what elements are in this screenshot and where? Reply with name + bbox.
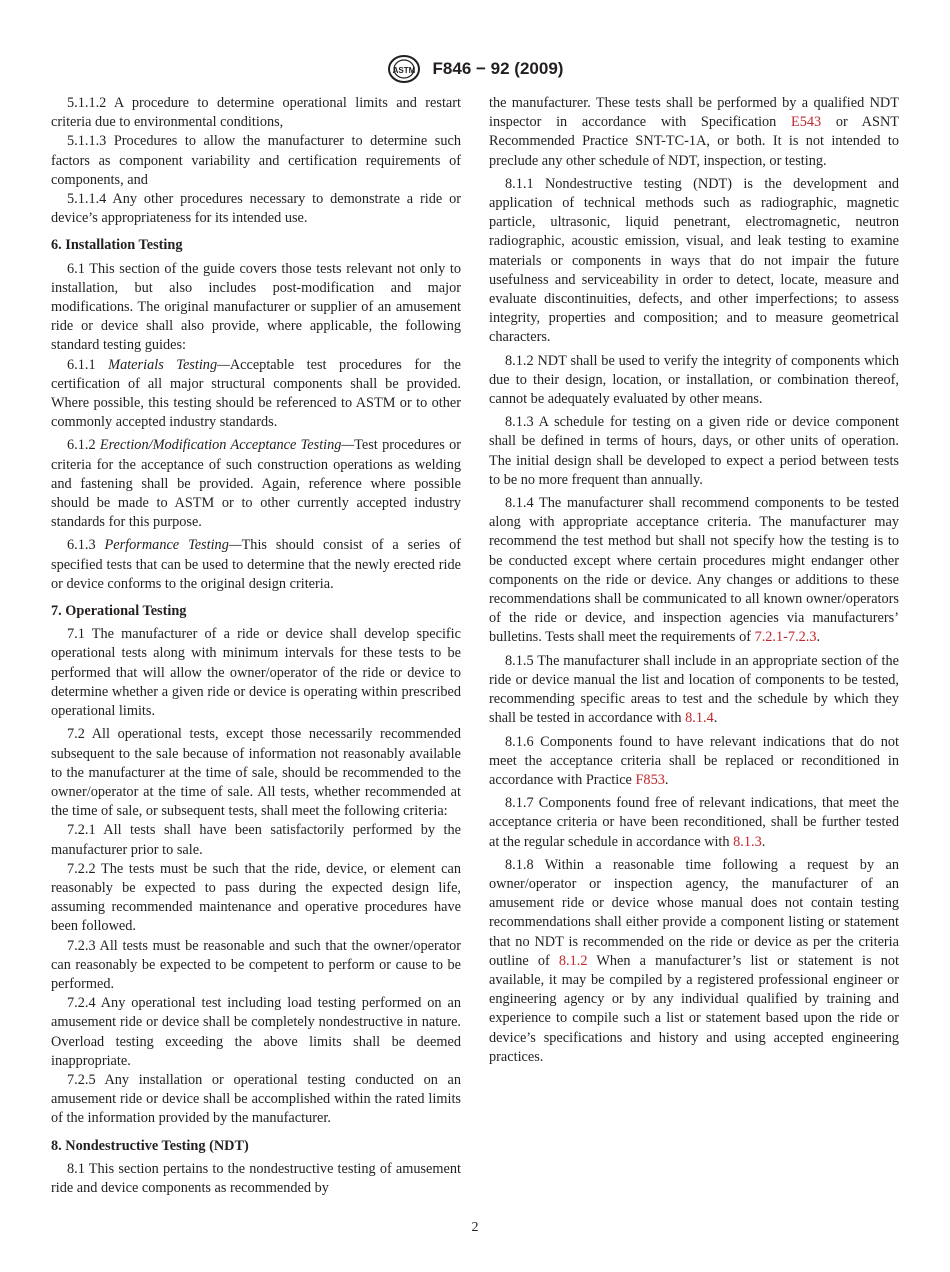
section-heading-7: 7. Operational Testing: [51, 603, 187, 620]
paragraph-8-1: 8.1 This section pertains to the nondestructive testing of amusement ride and device components as recommended by: [51, 1160, 461, 1196]
section-heading-6: 6. Installation Testing: [51, 237, 183, 254]
paragraph-8-1-6: 8.1.6 Components found to have relevant indications that do not meet the acceptance criteria shall be replaced or reconditioned in accordance with Practice F853.: [489, 733, 899, 788]
paragraph-6-1-2: 6.1.2 Erection/Modification Acceptance Testing—Test procedures or criteria for the acceptance of such construction operations as welding and fastening shall be provided. Again, reference where possible should be made to ASTM or to other currently accepted industry standards for this purpose.: [51, 437, 461, 531]
page-number: 2: [471, 1220, 479, 1235]
paragraph-8-1-4: 8.1.4 The manufacturer shall recommend components to be tested along with appropriate acceptance criteria. The manufacturer may recommend the test method but shall not specify how the testing is to be conducted except where certain procedures might endanger other components on the ride or device. Any changes or additions to these recommendations shall be communicated to all known owner/operators of the ride or device, and inspection agencies via manufacturers’ bulletins. Tests shall meet the requirements of 7.2.1-7.2.3.: [489, 495, 899, 646]
reference-link-8-1-3[interactable]: 8.1.3: [733, 833, 762, 850]
reference-link-8-1-4[interactable]: 8.1.4: [685, 710, 714, 727]
paragraph-8-1-5: 8.1.5 The manufacturer shall include in an appropriate section of the ride or device manual the list and location of components to be tested, recommending specific areas to test and the schedule by which they shall be tested in accordance with 8.1.4.: [489, 652, 899, 727]
paragraph-7-2-5: 7.2.5 Any installation or operational testing conducted on an amusement ride or device shall be accomplished within the rated limits of the information provided by the manufacturer.: [51, 1071, 461, 1127]
right-column: [489, 94, 899, 1067]
paragraph-7-2-3: 7.2.3 All tests must be reasonable and such that the owner/operator can reasonably be expected to be competent to perform or cause to be performed.: [51, 937, 461, 992]
paragraph-8-1-1: 8.1.1 Nondestructive testing (NDT) is the development and application of technical methods such as radiographic, magnetic particle, ultrasonic, liquid penetrant, electromagnetic, neutron radiographic, acoustic emission, visual, and leak testing to examine materials or components in ways that do not impair the future usefulness and serviceability in order to detect, locate, measure and evaluate discontinuities, defects, and other imperfections; to assess integrity, properties and composition; and to measure geometrical characters.: [489, 175, 899, 346]
paragraph-7-2-2: 7.2.2 The tests must be such that the ride, device, or element can reasonably be expected to pass during the expected design life, assuming recommended maintenance and operative procedures have been followed.: [51, 860, 461, 935]
paragraph-6-1: 6.1 This section of the guide covers those tests relevant not only to installation, but also includes post-modification and major modifications. The original manufacturer or supplier of an amusement ride or device shall also provide, where applicable, the following standard testing guides:: [51, 260, 461, 354]
page-header: [0, 54, 950, 84]
paragraph-7-2-4: 7.2.4 Any operational test including load testing performed on an amusement ride or device shall be completely nondestructive in nature. Overload testing exceeding the above limits shall be deemed inappropriate.: [51, 995, 461, 1069]
paragraph-6-1-1: 6.1.1 Materials Testing—Acceptable test procedures for the certification of all major structural components shall be provided. Where possible, this testing should be referenced to ASTM or to other commonly accepted industry standards.: [51, 356, 462, 431]
paragraph-7-2: 7.2 All operational tests, except those necessarily recommended subsequent to the sale because of information not reasonably available to the manufacturer at the time of sale, should be recommended to the owner/operator at the time of sale. All tests, whether recommended at the time of sale, or subsequent tests, shall meet the following criteria:: [51, 726, 461, 820]
reference-link-e543[interactable]: E543: [791, 114, 822, 131]
paragraph-8-1-7: 8.1.7 Components found free of relevant indications, that meet the acceptance criteria or have been reconditioned, shall be further tested at the regular schedule in accordance with 8.1.3.: [489, 795, 899, 850]
paragraph-7-1: 7.1 The manufacturer of a ride or device shall develop specific operational tests along with minimum intervals for these tests to be performed that will allow the owner/operator of the ride or device to determine whether a given ride or device is operating within prescribed operational limits.: [51, 626, 461, 720]
paragraph-5-1-1-2: 5.1.1.2 A procedure to determine operational limits and restart criteria due to environmental conditions,: [51, 95, 461, 131]
paragraph-8-1-8: 8.1.8 Within a reasonable time following a request by an owner/operator or inspection agency, the manufacturer of an amusement ride or device whose manual does not contain testing recommendations shall either provide a component listing or statement that no NDT is recommended on the ride or device as per the criteria outline of 8.1.2 When a manufacturer’s list or statement is not available, it may be compiled by a registered professional engineer or engineering agency or by any individual qualified by training and experience to compile such a list or statement based upon the ride or device’s specifications and history and using accepted engineering practices.: [489, 856, 899, 1065]
paragraph-5-1-1-3: 5.1.1.3 Procedures to allow the manufacturer to determine such factors as component variability and certification requirements of components, and: [51, 133, 461, 188]
paragraph-8-1-3: 8.1.3 A schedule for testing on a given ride or device component shall be defined in terms of hours, days, or other units of operation. The initial design shall be developed to expect a period between tests to be no more frequent than annually.: [489, 414, 899, 488]
paragraph-7-2-1: 7.2.1 All tests shall have been satisfactorily performed by the manufacturer prior to sale.: [51, 822, 461, 858]
paragraph-8-1-2: 8.1.2 NDT shall be used to verify the integrity of components which due to their design, location, or installation, or combination thereof, cannot be adequately evaluated by other means.: [489, 352, 899, 408]
paragraph-5-1-1-4: 5.1.1.4 Any other procedures necessary to demonstrate a ride or device’s appropriateness for its intended use.: [51, 191, 461, 227]
astm-logo-icon: [387, 54, 421, 84]
paragraph-8-1-continued: the manufacturer. These tests shall be performed by a qualified NDT inspector in accordance with Specification E543 or ASNT Recommended Practice SNT-TC-1A, or both. It is not intended to preclude any other schedule of NDT, inspection, or testing.: [489, 95, 899, 169]
svg-text:ASTM: ASTM: [392, 66, 415, 75]
document-designation: F846 − 92 (2009): [432, 59, 564, 78]
section-heading-8: 8. Nondestructive Testing (NDT): [51, 1137, 249, 1154]
left-column: [51, 94, 461, 1198]
reference-link-8-1-2[interactable]: 8.1.2: [558, 952, 588, 969]
reference-link-f853[interactable]: F853: [635, 771, 665, 788]
paragraph-6-1-3: 6.1.3 Performance Testing—This should consist of a series of specified tests that can be used to determine that the newly erected ride or device conforms to the original design criteria.: [51, 537, 462, 592]
reference-link-7-2-1-7-2-3[interactable]: 7.2.1-7.2.3: [754, 629, 817, 646]
